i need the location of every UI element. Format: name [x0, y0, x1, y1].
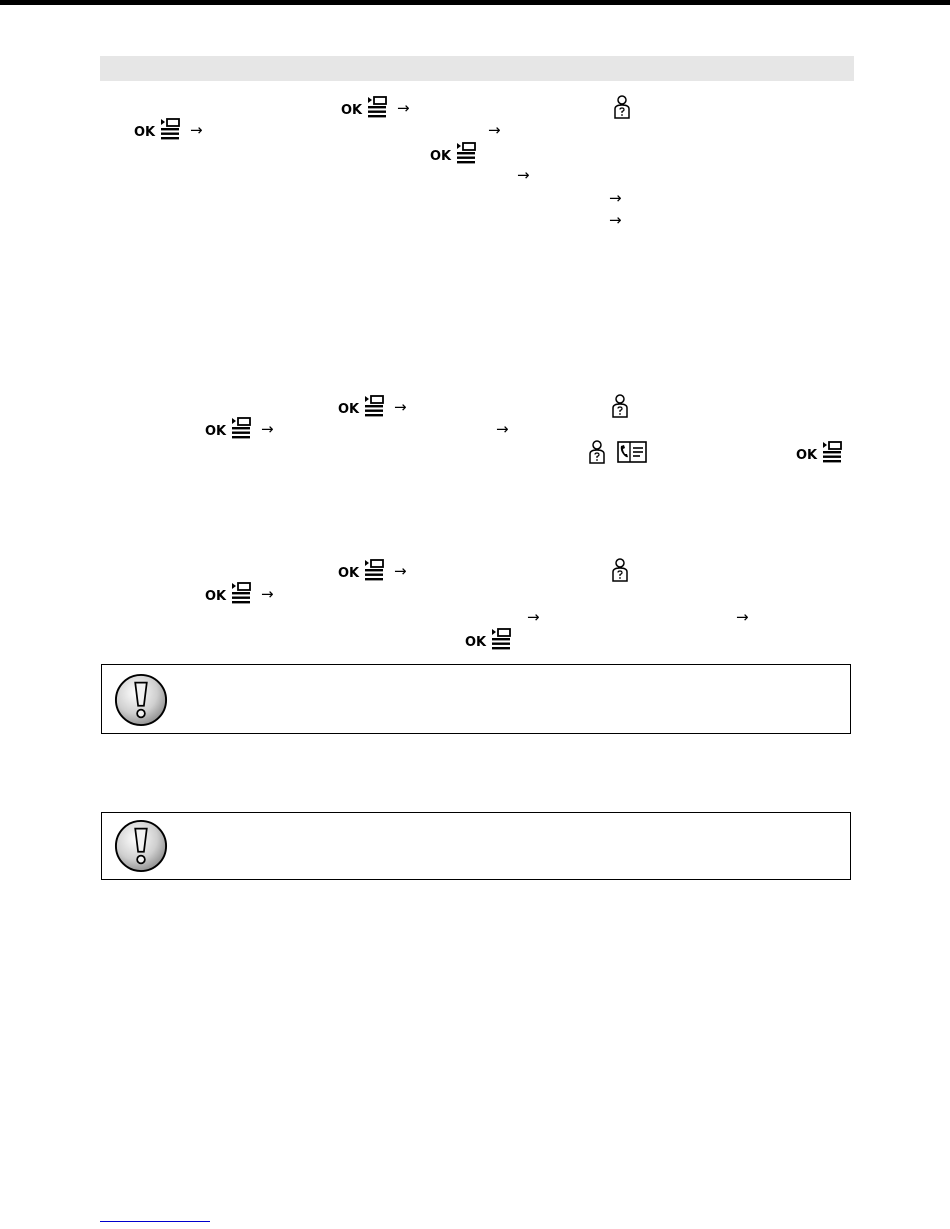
- ok-menu-key-icon: OK: [134, 118, 181, 140]
- arrow-right-icon: →: [527, 608, 540, 626]
- warning-note-box: [101, 812, 851, 880]
- arrow-right-icon: →: [736, 608, 749, 626]
- arrow-right-icon: →: [261, 585, 274, 603]
- contact-person-icon: [587, 440, 607, 464]
- ok-menu-key-icon: OK: [205, 417, 252, 439]
- arrow-right-icon: →: [190, 121, 203, 139]
- arrow-right-icon: →: [488, 121, 501, 139]
- arrow-right-icon: →: [496, 420, 509, 438]
- arrow-right-icon: →: [261, 420, 274, 438]
- warning-note-box: [101, 664, 851, 734]
- ok-menu-key-icon: OK: [465, 628, 512, 650]
- ok-menu-key-icon: OK: [205, 582, 252, 604]
- arrow-right-icon: →: [609, 211, 622, 229]
- top-rule: [0, 0, 950, 5]
- ok-menu-key-icon: OK: [338, 395, 385, 417]
- arrow-right-icon: →: [517, 166, 530, 184]
- arrow-right-icon: →: [394, 562, 407, 580]
- contact-person-icon: [612, 95, 632, 119]
- ok-menu-key-icon: OK: [338, 559, 385, 581]
- arrow-right-icon: →: [394, 398, 407, 416]
- ok-menu-key-icon: OK: [796, 441, 843, 463]
- contact-person-icon: [610, 394, 630, 418]
- arrow-right-icon: →: [397, 99, 410, 117]
- section-header-bar: [100, 56, 854, 81]
- ok-menu-key-icon: OK: [341, 96, 388, 118]
- exclamation-warning-icon: [114, 673, 168, 727]
- footer-link-underline: [100, 1221, 210, 1222]
- phonebook-entry-icon: [617, 441, 647, 463]
- ok-menu-key-icon: OK: [430, 142, 477, 164]
- arrow-right-icon: →: [609, 189, 622, 207]
- contact-person-icon: [610, 558, 630, 582]
- exclamation-warning-icon: [114, 819, 168, 873]
